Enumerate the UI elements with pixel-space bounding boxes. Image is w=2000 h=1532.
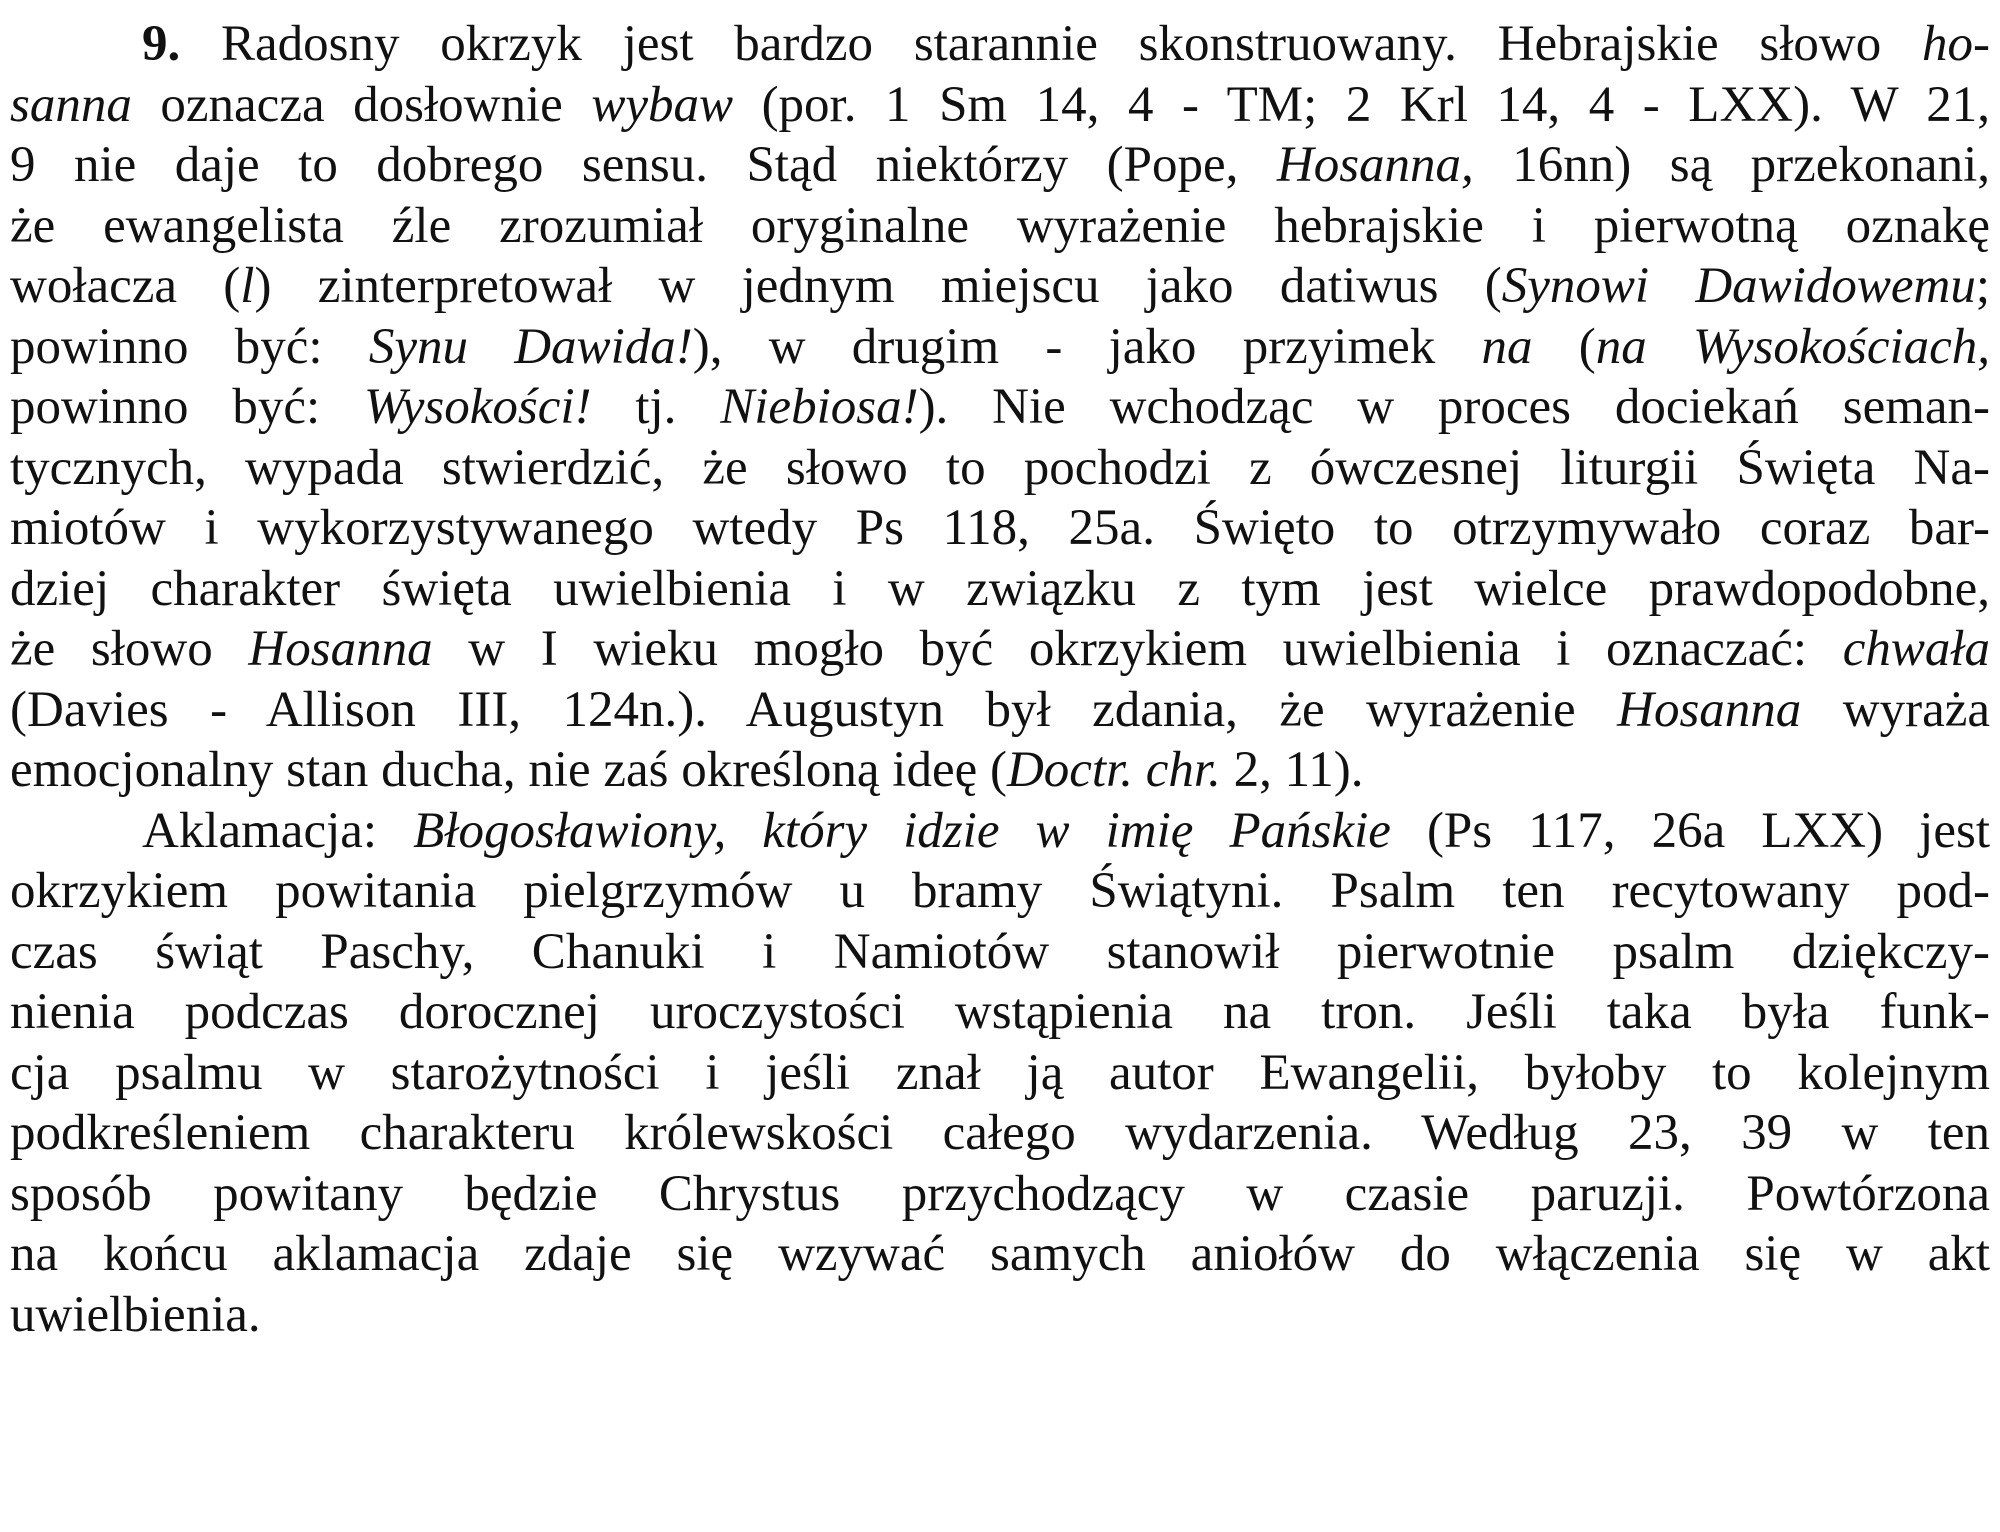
text-run: (por. 1 Sm 14, 4 - TM; 2 Krl 14, 4 - LXX). W 21, [733,76,1990,133]
italic-run: Hosanna, [1276,137,1474,193]
text-run: 16nn) są przekonani, [1473,137,1990,193]
text-line [10,135,1990,196]
text-line [10,1164,1990,1225]
text-line [10,75,1990,136]
section-number: 9. [142,16,181,72]
text-line [10,982,1990,1043]
text-line [10,1043,1990,1104]
text-run: ), w drugim - jako przyimek [692,318,1482,375]
text-line [10,317,1990,378]
text-line [10,256,1990,317]
text-line [10,438,1990,499]
italic-run: Doctr. chr. [1006,742,1221,798]
text-run: ). Nie wchodząc w proces dociekań seman- [918,379,1991,435]
italic-run: na Wysokościach, [1595,318,1991,375]
italic-run: wybaw [591,76,734,133]
text-run: oznacza dosłownie [131,76,592,133]
text-run: tj. [591,379,721,435]
text-line [10,377,1990,438]
italic-run: Niebiosa! [720,379,919,435]
paragraph-2 [10,801,1990,1346]
text-line [10,1103,1990,1164]
text-line [10,1224,1990,1285]
text-run: 2, 11). [1220,742,1364,798]
italic-run: chwała [1842,621,1991,677]
text-line [10,740,1990,801]
text-run: czas świąt Paschy, Chanuki i Namiotów stanowił pierwotnie psalm dziękczy- [10,923,1990,980]
text-line [10,498,1990,559]
text-line [10,680,1990,741]
document-page [10,14,1990,1345]
text-run: ( [1532,318,1596,375]
text-run: cja psalmu w starożytności i jeśli znał ją autor Ewangelii, byłoby to kolejnym [10,1044,1990,1101]
italic-run: Hosanna [248,621,433,677]
text-run: wołacza ( [10,258,241,314]
text-line [10,14,1990,75]
text-run: nienia podczas dorocznej uroczystości wstąpienia na tron. Jeśli taka była funk- [10,984,1990,1040]
text-line [10,861,1990,922]
text-line [10,922,1990,983]
text-run: że słowo [10,621,249,677]
text-run: miotów i wykorzystywanego wtedy Ps 118, 25a. Święto to otrzymywało coraz bar- [10,500,1990,556]
italic-run: ho- [1922,16,1990,72]
text-line [10,801,1990,862]
text-run: ; [1975,258,1990,314]
italic-run: l [240,258,255,314]
italic-run: Wysokości! [363,379,592,435]
text-run: tycznych, wypada stwierdzić, że słowo to pochodzi z ówczesnej liturgii Święta Na- [10,439,1990,496]
italic-run: Hosanna [1617,681,1802,738]
text-line [10,619,1990,680]
italic-run: na [1481,318,1533,375]
text-run: podkreśleniem charakteru królewskości całego wydarzenia. Według 23, 39 w ten [10,1105,1990,1161]
text-run: ) zinterpretował w jednym miejscu jako datiwus ( [254,258,1502,314]
text-run: dziej charakter święta uwielbienia i w związku z tym jest wielce prawdopodobne, [10,560,1990,617]
paragraph-1 [10,14,1990,801]
text-run: że ewangelista źle zrozumiał oryginalne wyrażenie hebrajskie i pierwotną oznakę [10,197,1990,254]
text-line [10,1285,1990,1346]
text-run: okrzykiem powitania pielgrzymów u bramy Świątyni. Psalm ten recytowany pod- [10,863,1990,919]
text-run: w I wieku mogło być okrzykiem uwielbienia i oznaczać: [432,621,1843,677]
text-line [10,196,1990,257]
italic-run: Synu Dawida! [368,318,693,375]
text-run: wyraża [1801,681,1990,738]
text-run: na końcu aklamacja zdaje się wzywać samych aniołów do włączenia się w akt [10,1226,1990,1282]
text-line [10,559,1990,620]
text-run: 9 nie daje to dobrego sensu. Stąd niektórzy (Pope, [10,137,1277,193]
text-run: powinno być: [10,318,369,375]
italic-run: sanna [10,76,132,133]
text-run: (Davies - Allison III, 124n.). Augustyn był zdania, że wyrażenie [10,681,1618,738]
text-run: (Ps 117, 26a LXX) jest [1390,802,1990,859]
text-run: Aklamacja: [142,802,414,859]
text-run: uwielbienia. [10,1286,261,1343]
text-run: Radosny okrzyk jest bardzo starannie skonstruowany. Hebrajskie słowo [180,16,1923,72]
text-run: emocjonalny stan ducha, nie zaś określoną ideę ( [10,742,1007,798]
text-run: sposób powitany będzie Chrystus przychodzący w czasie paruzji. Powtórzona [10,1165,1990,1222]
italic-run: Synowi Dawidowemu [1501,258,1976,314]
italic-run: Błogosławiony, który idzie w imię Pańskie [413,802,1391,859]
text-run: powinno być: [10,379,364,435]
